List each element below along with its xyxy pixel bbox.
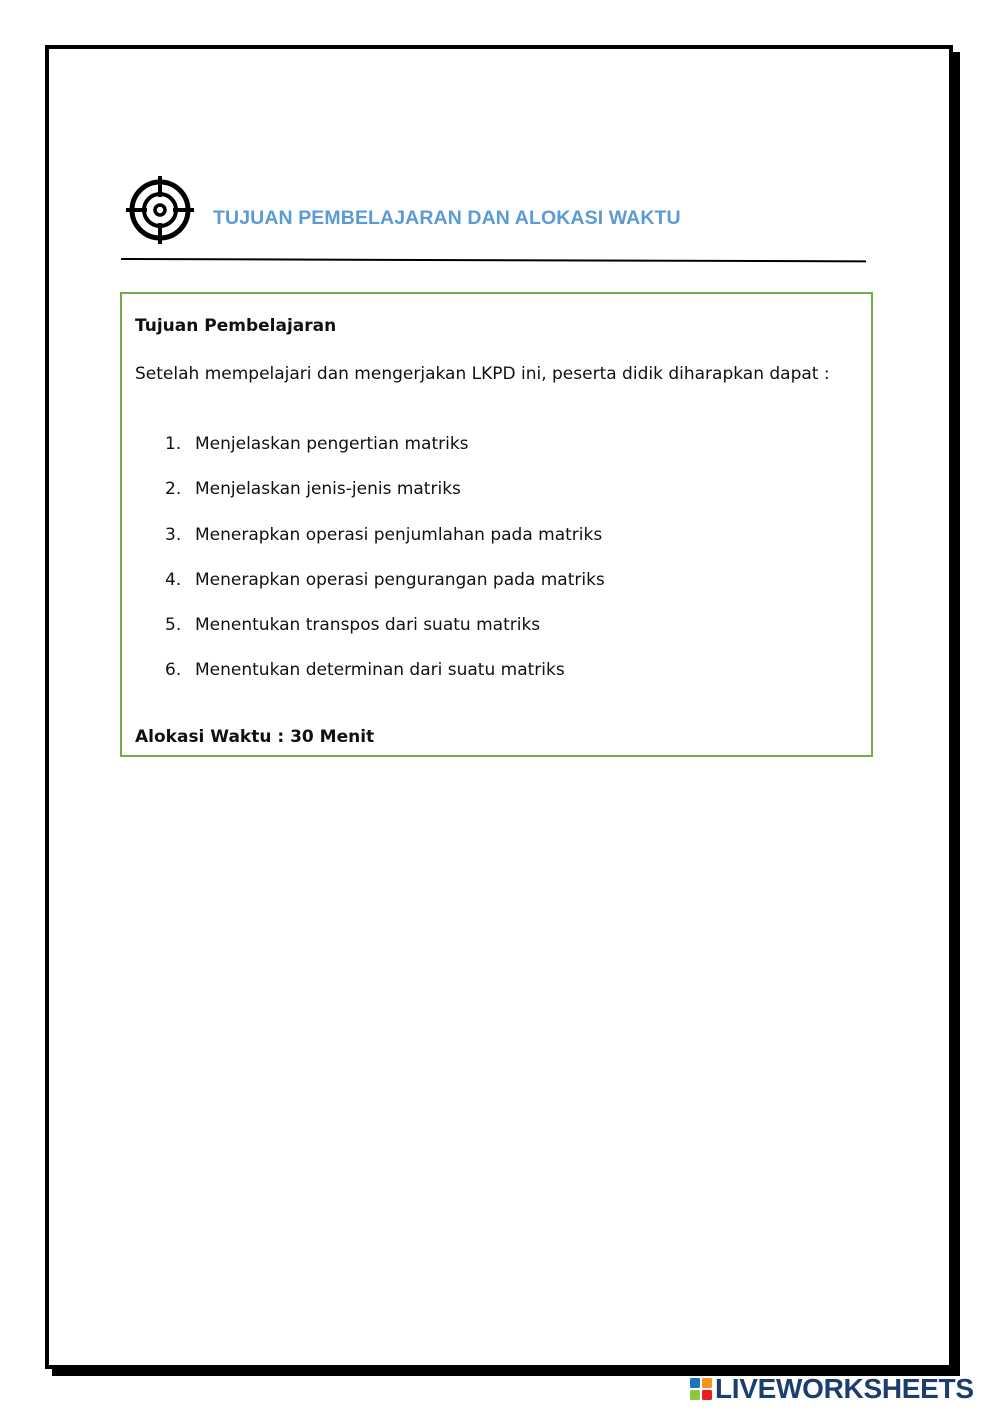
list-item — [135, 477, 855, 522]
list-item — [135, 432, 855, 477]
item-number: 1. — [165, 434, 182, 454]
list-item — [135, 523, 855, 568]
list-item — [135, 568, 855, 613]
list-item — [135, 613, 855, 658]
item-text: Menjelaskan pengertian matriks — [195, 434, 469, 454]
target-icon — [125, 175, 195, 245]
item-text: Menentukan determinan dari suatu matriks — [195, 660, 565, 681]
item-number: 5. — [165, 615, 182, 636]
item-number: 4. — [165, 569, 182, 590]
objective-list — [135, 432, 855, 704]
liveworksheets-logo-icon — [690, 1378, 712, 1400]
liveworksheets-watermark — [690, 1372, 974, 1406]
time-allocation: Alokasi Waktu : 30 Menit — [135, 727, 375, 747]
brand-name: LIVEWORKSHEETS — [715, 1373, 974, 1404]
item-number: 2. — [165, 479, 182, 500]
item-text: Menerapkan operasi pengurangan pada matriks — [195, 569, 605, 590]
box-title: Tujuan Pembelajaran — [135, 316, 337, 336]
list-item — [135, 658, 855, 703]
item-number: 6. — [165, 660, 182, 681]
item-text: Menerapkan operasi penjumlahan pada matriks — [195, 524, 603, 545]
item-text: Menentukan transpos dari suatu matriks — [195, 615, 541, 636]
section-heading: TUJUAN PEMBELAJARAN DAN ALOKASI WAKTU — [213, 207, 681, 229]
objectives-box — [120, 292, 873, 757]
item-number: 3. — [165, 524, 182, 545]
intro-text: Setelah mempelajari dan mengerjakan LKPD ini, peserta didik diharapkan dapat : — [135, 364, 830, 384]
item-text: Menjelaskan jenis-jenis matriks — [195, 479, 461, 500]
